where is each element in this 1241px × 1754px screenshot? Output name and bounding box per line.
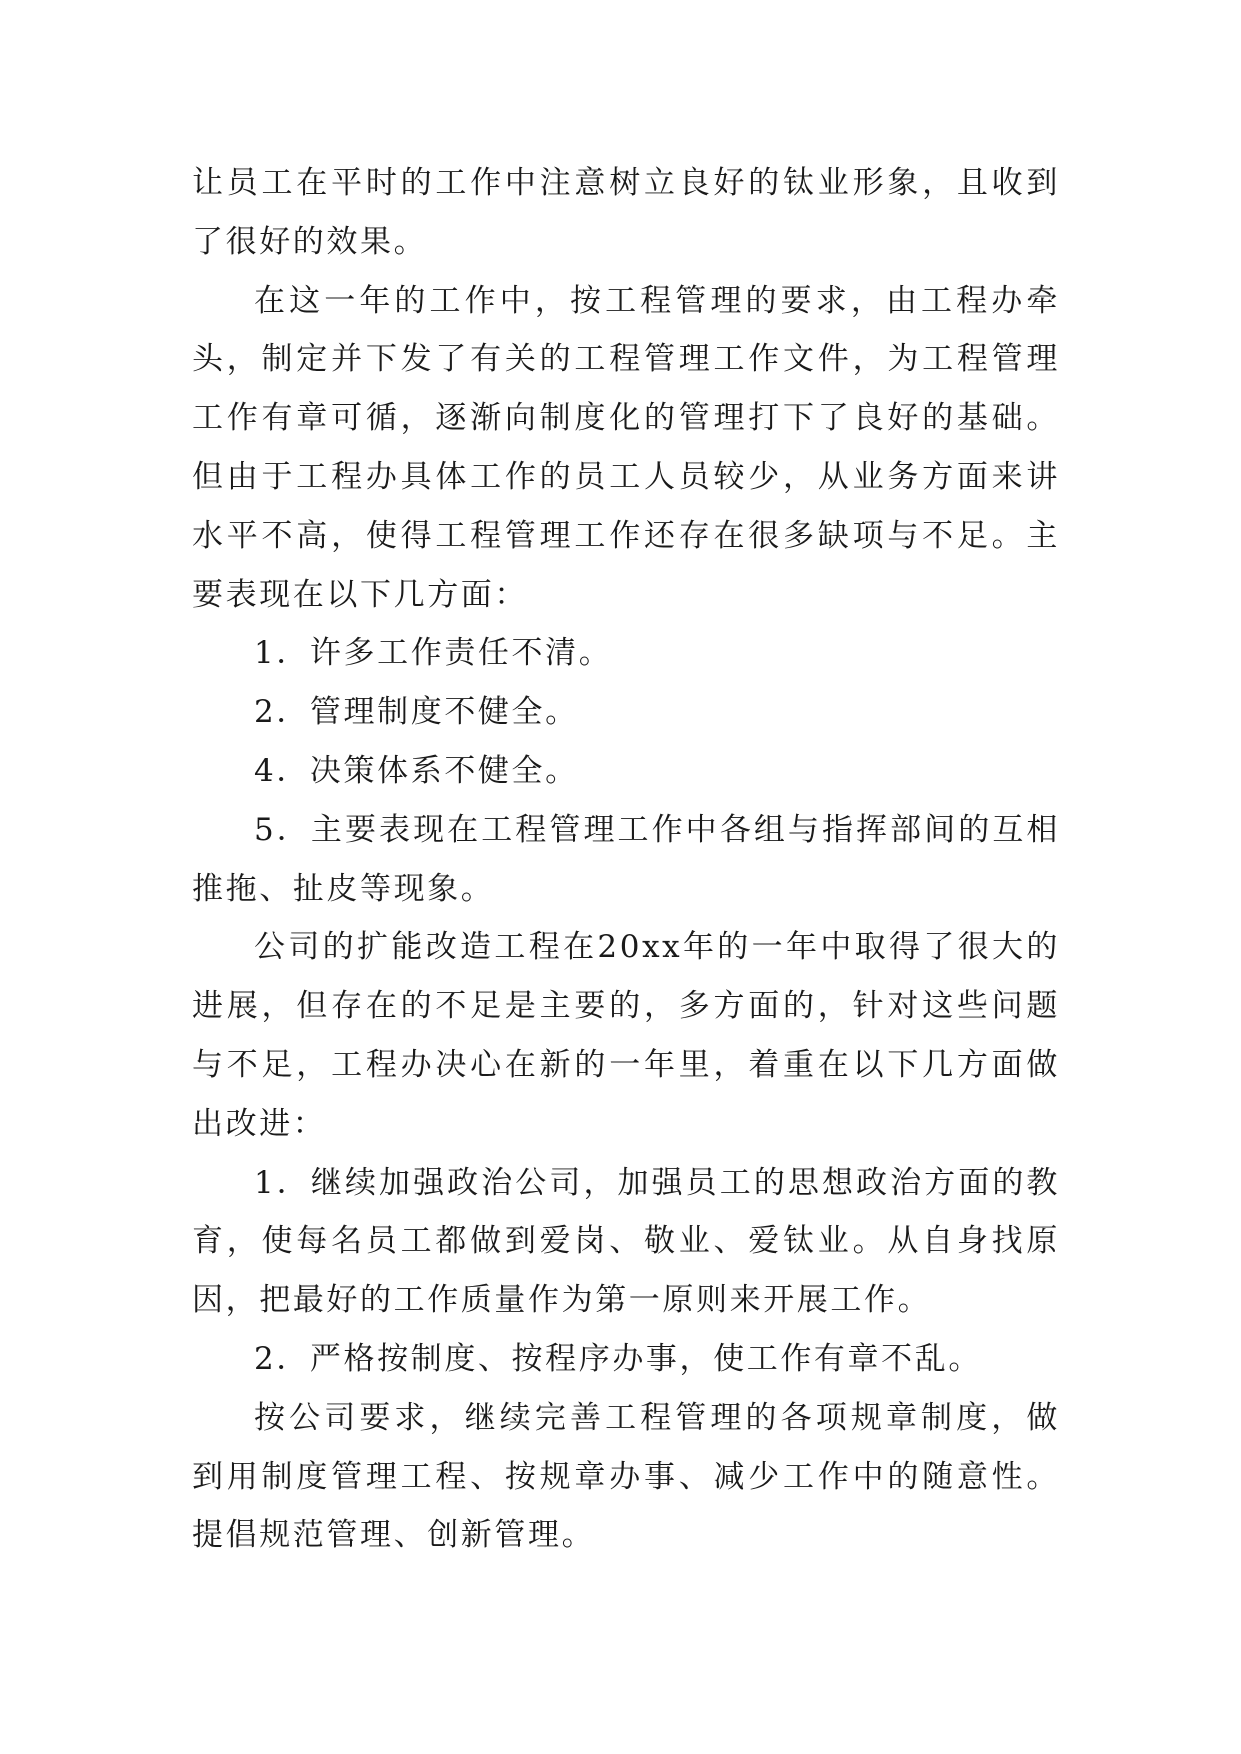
list-item-improvement-1: 1．继续加强政治公司，加强员工的思想政治方面的教育，使每名员工都做到爱岗、敬业、爱钛业。从自身找原因，把最好的工作质量作为第一原则来开展工作。 [192,1164,1060,1319]
list-item-improvement-2: 2．严格按制度、按程序办事，使工作有章不乱。 [254,1340,982,1377]
paragraph-continuation: 让员工在平时的工作中注意树立良好的钛业形象，且收到了很好的效果。 [192,165,1060,260]
list-item-problem-4: 4．决策体系不健全。 [254,752,579,789]
paragraph-engineering-management: 在这一年的工作中，按工程管理的要求，由工程办牵头，制定并下发了有关的工程管理工作文件，为工程管理工作有章可循，逐渐向制度化的管理打下了良好的基础。但由于工程办具体工作的员工人员较少，从业务方面来讲水平不高，使得工程管理工作还存在很多缺项与不足。主要表现在以下几方面： [192,282,1060,613]
paragraph-regulations: 按公司要求，继续完善工程管理的各项规章制度，做到用制度管理工程、按规章办事、减少工作中的随意性。提倡规范管理、创新管理。 [192,1399,1060,1554]
paragraph-expansion-project: 公司的扩能改造工程在20xx年的一年中取得了很大的进展，但存在的不足是主要的，多方面的，针对这些问题与不足，工程办决心在新的一年里，着重在以下几方面做出改进： [192,929,1060,1142]
list-item-problem-5: 5．主要表现在工程管理工作中各组与指挥部间的互相推拖、扯皮等现象。 [192,811,1060,907]
list-item-problem-1: 1．许多工作责任不清。 [254,635,613,672]
list-item-problem-2: 2．管理制度不健全。 [254,694,579,731]
document-body [192,154,1060,1565]
